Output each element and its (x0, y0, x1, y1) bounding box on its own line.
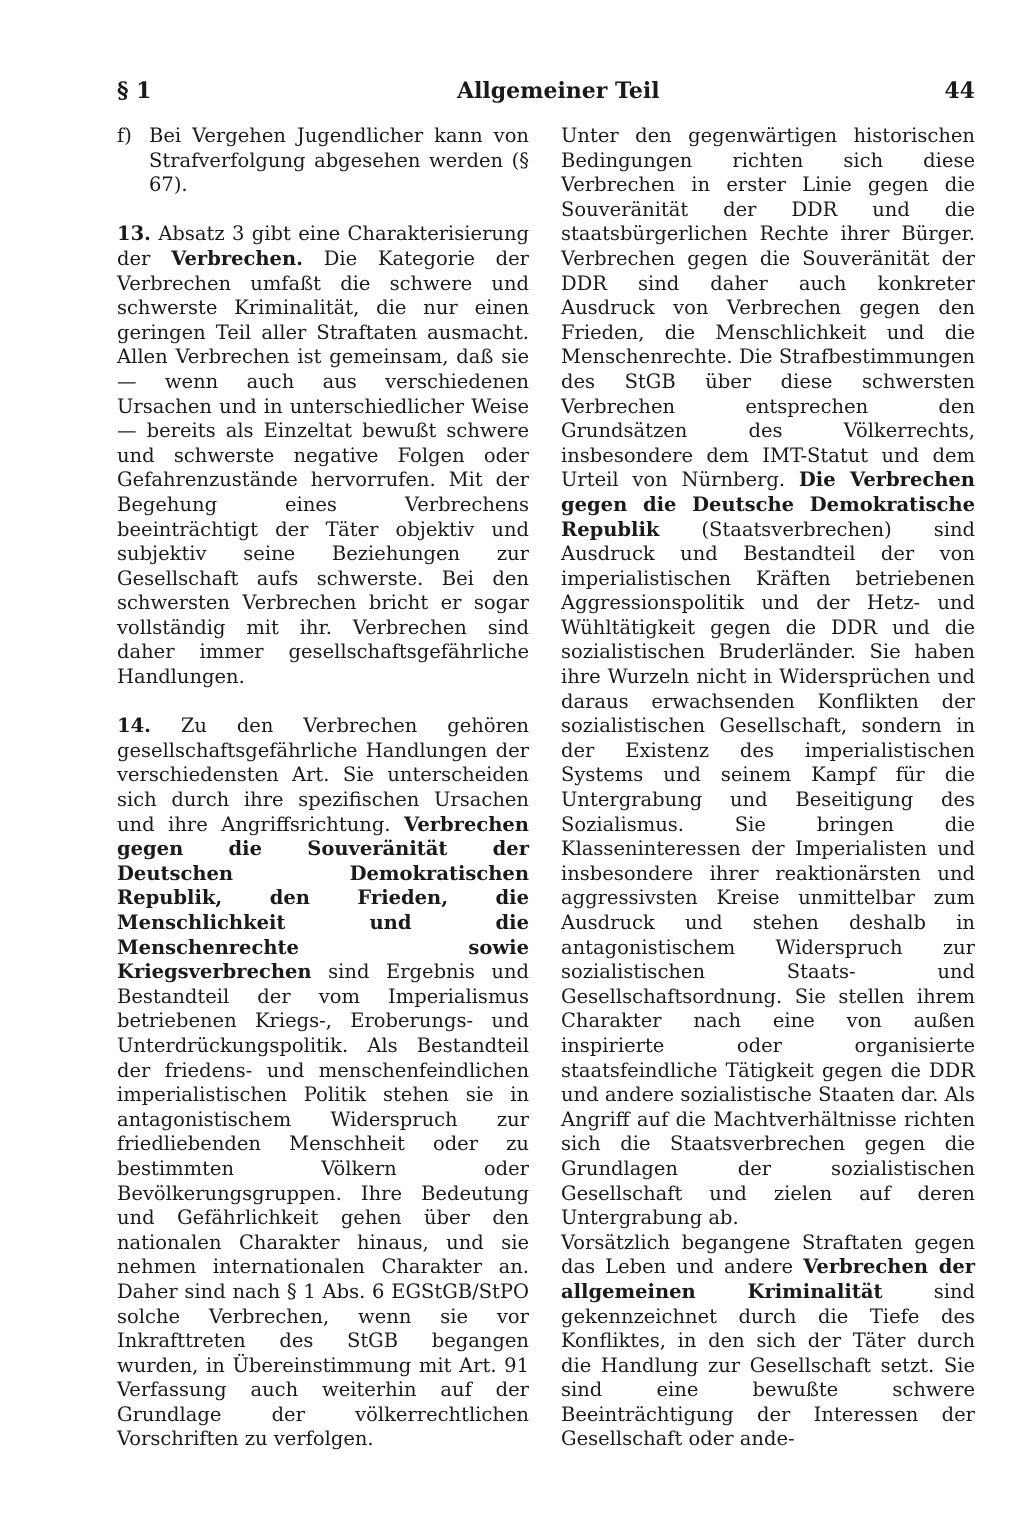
paragraph-text: sind gekennzeichnet durch die Tiefe des Konfliktes, in den sich der Täter durch die Handlung zur Gesellschaft setzt. Sie sind eine bewußte schwere Beeinträchtigung der Interessen der Gesellschaft oder ande- (561, 1279, 975, 1451)
paragraph-state-crimes (561, 124, 975, 1231)
list-item-label: f) (117, 124, 132, 147)
page-number: 44 (944, 78, 975, 104)
paragraph-text: Vorsätzlich begangene Straftaten gegen das Leben und andere (561, 1230, 975, 1279)
list-item-f (117, 124, 529, 198)
section-marker: § 1 (117, 78, 152, 104)
right-column (561, 124, 975, 1452)
running-header (117, 74, 975, 108)
emphasis-text: Verbrechen der allgemeinen Kriminalität (561, 1255, 976, 1303)
paragraph-spacer (117, 690, 529, 715)
paragraph-number: 14. (117, 714, 151, 738)
left-column (117, 124, 529, 1452)
paragraph-text: (Staatsverbrechen) sind Ausdruck und Bestandteil der von imperialistischen Kräften betriebenen Aggressionspolitik und der Hetz- und Wühltätigkeit gegen die DDR und die sozialistischen Bruderländer. Sie haben ihre Wurzeln nicht in Widersprüchen und daraus erwachsenden Konflikten der sozialistischen Gesellschaft, sondern in der Existenz des imperialistischen Systems und seinem Kampf für die Untergrabung und Beseitigung des Sozialismus. Sie bringen die Klasseninteressen der Imperialisten und insbesondere ihrer reaktionärsten und aggressivsten Kreise unmittelbar zum Ausdruck und stehen deshalb in antagonistischem Widerspruch zur sozialistischen Staats- und Gesellschaftsordnung. Sie stellen ihrem Charakter nach eine von außen inspirierte oder organisierte staatsfeindliche Tätigkeit gegen die DDR und andere sozialistische Staaten dar. Als Angriff auf die Machtverhältnisse richten sich die Staatsverbrechen gegen die Grundlagen der sozialistischen Gesellschaft und zielen auf deren Untergrabung ab. (561, 517, 976, 1230)
paragraph-13 (117, 222, 529, 689)
paragraph-general-crimes (561, 1231, 975, 1452)
emphasis-text: Die Verbrechen gegen die Deutsche Demokratische Republik (561, 468, 975, 541)
paragraph-number: 13. (117, 222, 151, 246)
emphasis-text: Verbrechen. (171, 246, 303, 270)
paragraph-text: Unter den gegenwärtigen historischen Bedingungen richten sich diese Verbrechen in erster Linie gegen die Souveränität der DDR und die staatsbürgerlichen Rechte ihrer Bürger. Verbrechen gegen die Souveränität der DDR sind daher auch konkreter Ausdruck von Verbrechen gegen den Frieden, die Menschlichkeit und die Menschenrechte. Die Strafbestimmungen des StGB über diese schwersten Verbrechen entsprechen den Grundsätzen des Völkerrechts, insbesondere dem IMT-Statut und dem Urteil von Nürnberg. (561, 124, 975, 492)
list-item-text: Bei Vergehen Jugendlicher kann von Strafverfolgung abgesehen werden (§ 67). (149, 124, 529, 197)
paragraph-text: sind Ergebnis und Bestandteil der vom Imperialismus betriebenen Kriegs-, Eroberungs- und Unterdrückungspolitik. Als Bestandteil der friedens- und menschenfeindlichen imperialistischen Politik stehen sie in antagonistischem Widerspruch zur friedliebenden Menschheit oder zu bestimmten Völkern oder Bevölkerungsgruppen. Ihre Bedeutung und Gefährlichkeit gehen über den nationalen Charakter hinaus, und sie nehmen internationalen Charakter an. Daher sind nach § 1 Abs. 6 EGStGB/StPO solche Verbrechen, wenn sie vor Inkrafttreten des StGB begangen wurden, in Übereinstimmung mit Art. 91 Verfassung auch weiterhin auf der Grundlage der völkerrechtlichen Vorschriften zu verfolgen. (117, 960, 529, 1451)
paragraph-14 (117, 714, 529, 1452)
paragraph-spacer (117, 198, 529, 223)
paragraph-text: Zu den Verbrechen gehören gesellschaftsgefährliche Handlungen der verschiedensten Art. Sie unterscheiden sich durch ihre spezifischen Ursachen und ihre Angriffsrichtung. (117, 714, 529, 836)
emphasis-text: Verbrechen gegen die Souveränität der Deutschen Demokratischen Republik, den Frieden, die Menschlichkeit und die Menschenrechte sowie Kriegsverbrechen (117, 812, 529, 984)
chapter-title: Allgemeiner Teil (457, 78, 660, 104)
paragraph-text: Absatz 3 gibt eine Charakterisierung der (117, 222, 529, 270)
paragraph-text: Die Kategorie der Verbrechen umfaßt die schwere und schwerste Kriminalität, die nur einen geringen Teil aller Straftaten ausmacht. Allen Verbrechen ist gemeinsam, daß sie — wenn auch aus verschiedenen Ursachen und in unterschiedlicher Weise — bereits als Einzeltat bewußt schwere und schwerste negative Folgen oder Gefahrenzustände hervorrufen. Mit der Begehung eines Verbrechens beeinträchtigt der Täter objektiv und subjektiv seine Beziehungen zur Gesellschaft aufs schwerste. Bei den schwersten Verbrechen bricht er sogar vollständig mit ihr. Verbrechen sind daher immer gesellschaftsgefährliche Handlungen. (117, 246, 530, 689)
